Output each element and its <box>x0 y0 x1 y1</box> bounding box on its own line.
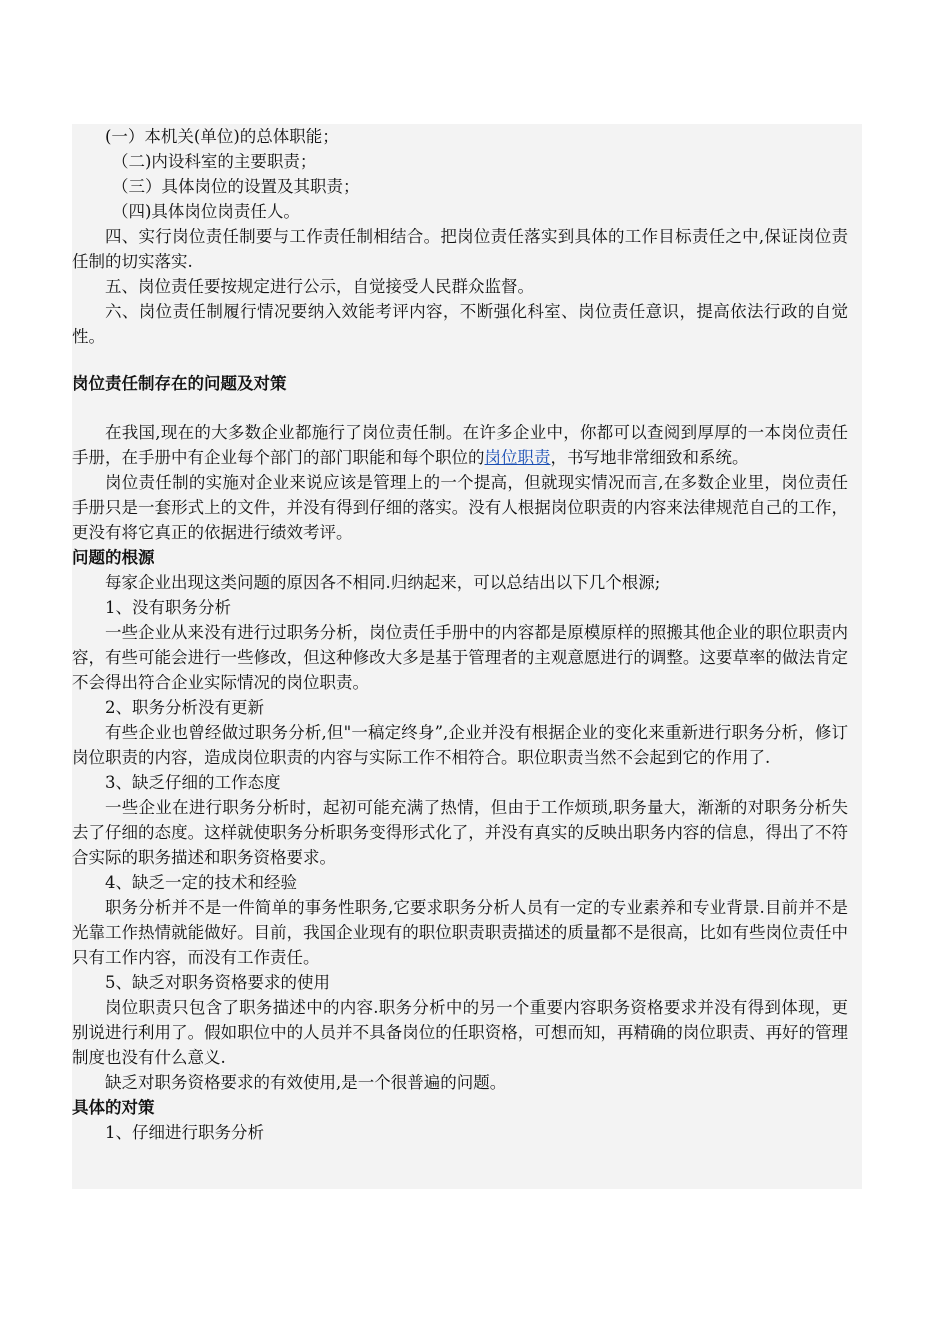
roots-summary: 每家企业出现这类问题的原因各不相同.归纳起来，可以总结出以下几个根源; <box>105 573 661 592</box>
document-body <box>72 124 848 1145</box>
root-title: 2、职务分析没有更新 <box>105 698 264 717</box>
root-title: 3、缺乏仔细的工作态度 <box>105 773 281 792</box>
job-duties-link[interactable]: 岗位职责 <box>484 448 551 467</box>
roots-closing: 缺乏对职务资格要求的有效使用,是一个很普遍的问题。 <box>105 1073 507 1092</box>
root-body: 职务分析并不是一件简单的事务性职务,它要求职务分析人员有一定的专业素养和专业背景.目前并不是光靠工作热情就能做好。目前，我国企业现有的职位职责职责描述的质量都不是很高，比如有些岗位责任中只有工作内容，而没有工作责任。 <box>72 898 848 967</box>
root-body: 岗位职责只包含了职务描述中的内容.职务分析中的另一个重要内容职务资格要求并没有得到体现，更别说进行利用了。假如职位中的人员并不具备岗位的任职资格，可想而知，再精确的岗位职责、再好的管理制度也没有什么意义. <box>72 998 848 1067</box>
list-item: （四)具体岗位岗责任人。 <box>112 202 300 221</box>
rule-paragraph: 四、实行岗位责任制要与工作责任制相结合。把岗位责任落实到具体的工作目标责任之中,保证岗位责任制的切实落实. <box>72 227 848 271</box>
root-body: 有些企业也曾经做过职务分析,但"一稿定终身”,企业并没有根据企业的变化来重新进行职务分析，修订岗位职责的内容，造成岗位职责的内容与实际工作不相符合。职位职责当然不会起到它的作用了. <box>72 723 848 767</box>
measures-heading: 具体的对策 <box>72 1098 155 1117</box>
list-item: （三）具体岗位的设置及其职责； <box>112 177 360 196</box>
rule-paragraph: 五、岗位责任要按规定进行公示，自觉接受人民群众监督。 <box>105 277 534 296</box>
list-item: （二)内设科室的主要职责； <box>112 152 317 171</box>
intro-text: ，书写地非常细致和系统。 <box>550 448 749 467</box>
root-title: 4、缺乏一定的技术和经验 <box>105 873 297 892</box>
intro-text: 在我国,现在的大多数企业都施行了岗位责任制。在许多企业中，你都可以查阅到厚厚的一本岗位责任手册，在手册中有企业每个部门的部门职能和每个职位的 <box>72 423 848 467</box>
list-item: (一）本机关(单位)的总体职能； <box>105 127 339 146</box>
intro-paragraph <box>72 420 848 470</box>
root-body: 一些企业从来没有进行过职务分析，岗位责任手册中的内容都是原模原样的照搬其他企业的职位职责内容，有些可能会进行一些修改，但这种修改大多是基于管理者的主观意愿进行的调整。这要草率的做法肯定不会得出符合企业实际情况的岗位职责。 <box>72 623 848 692</box>
intro-paragraph: 岗位责任制的实施对企业来说应该是管理上的一个提高，但就现实情况而言,在多数企业里，岗位责任手册只是一套形式上的文件，并没有得到仔细的落实。没有人根据岗位职责的内容来法律规范自己的工作，更没有将它真正的依据进行绩效考评。 <box>72 473 848 542</box>
rule-paragraph: 六、岗位责任制履行情况要纳入效能考评内容，不断强化科室、岗位责任意识，提高依法行政的自觉性。 <box>72 302 848 346</box>
root-body: 一些企业在进行职务分析时，起初可能充满了热情，但由于工作烦琐,职务量大，渐渐的对职务分析失去了仔细的态度。这样就使职务分析职务变得形式化了，并没有真实的反映出职务内容的信息，得出了不符合实际的职务描述和职务资格要求。 <box>72 798 848 867</box>
root-title: 1、没有职务分析 <box>105 598 231 617</box>
measure-item: 1、仔细进行职务分析 <box>105 1123 264 1142</box>
roots-heading: 问题的根源 <box>72 548 155 567</box>
section-title: 岗位责任制存在的问题及对策 <box>72 374 287 393</box>
root-title: 5、缺乏对职务资格要求的使用 <box>105 973 330 992</box>
